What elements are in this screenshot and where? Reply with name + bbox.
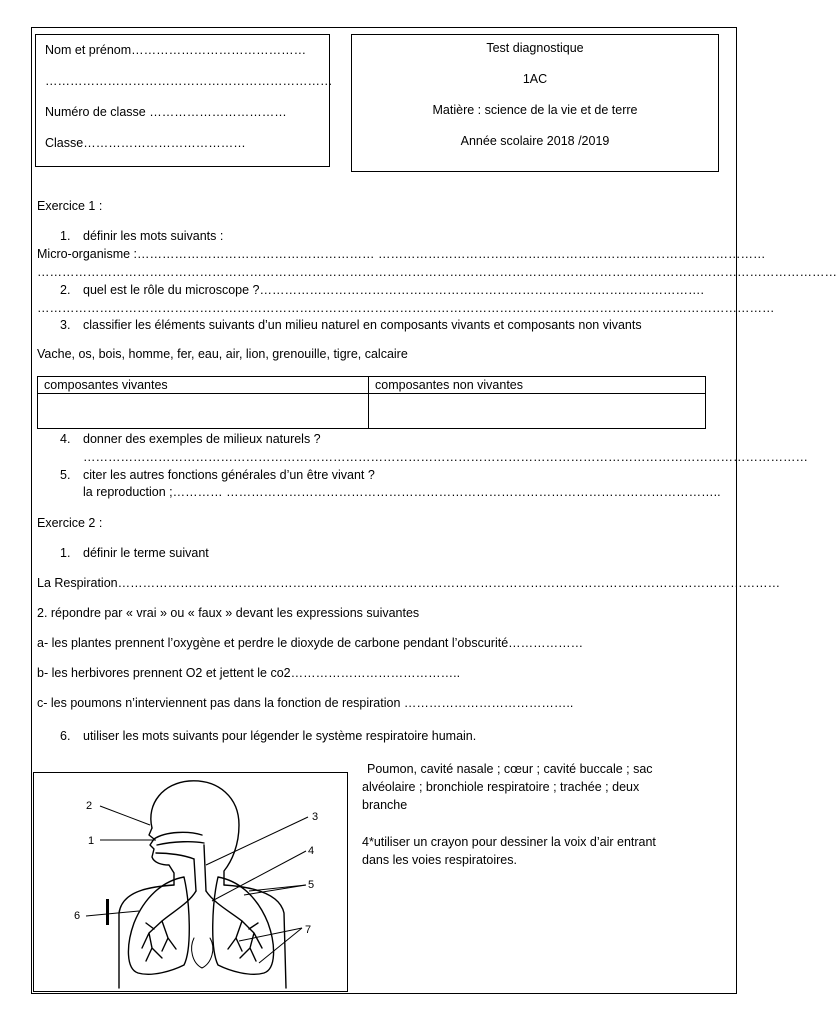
q2-number: 2.	[60, 283, 71, 297]
right-bronchus	[206, 891, 242, 921]
test-level: 1AC	[522, 72, 548, 86]
table-header-nonliving: composantes non vivantes	[369, 377, 706, 394]
q5-text: citer les autres fonctions générales d’un être vivant ?	[83, 468, 375, 482]
label-1: 1	[88, 835, 95, 847]
q2-text[interactable]: quel est le rôle du microscope ?…………………………………………………………………………….……………….	[83, 283, 704, 297]
label-4: 4	[308, 845, 315, 857]
blank-field[interactable]: ……………………………………………………………	[45, 74, 333, 88]
q3-number: 3.	[60, 318, 71, 332]
test-info-box	[351, 34, 719, 172]
student-info-box	[35, 34, 333, 167]
class-field[interactable]: Classe…………………………………	[45, 136, 246, 150]
draw-instruction-line2: dans les voies respiratoires.	[362, 853, 517, 867]
classification-table	[37, 376, 706, 429]
diagram-marker-bar	[106, 899, 109, 925]
exercise2-title: Exercice 2 :	[37, 516, 103, 530]
school-year: Année scolaire 2018 /2019	[460, 134, 610, 148]
q1-answer-line[interactable]: …………………………………………………………………………………………………………………………………………………………………………	[37, 265, 837, 279]
draw-instruction-line1: 4*utiliser un crayon pour dessiner la voix d’air entrant	[362, 835, 656, 849]
true-false-item-a[interactable]: a- les plantes prennent l’oxygène et perdre le dioxyde de carbone pendant l’obscurité………………	[37, 636, 584, 650]
ex2-q6-text: utiliser les mots suivants pour légender le système respiratoire humain.	[83, 729, 477, 743]
left-bronchus	[162, 891, 196, 921]
label-7: 7	[305, 924, 312, 936]
class-number-field[interactable]: Numéro de classe ……………………………	[45, 105, 287, 119]
ex2-q2-text: 2. répondre par « vrai » ou « faux » devant les expressions suivantes	[37, 606, 420, 620]
word-bank-line3: branche	[362, 798, 408, 812]
q5-number: 5.	[60, 468, 71, 482]
test-title: Test diagnostique	[486, 41, 584, 55]
q3-element-list: Vache, os, bois, homme, fer, eau, air, lion, grenouille, tigre, calcaire	[37, 347, 408, 361]
true-false-item-c[interactable]: c- les poumons n’interviennent pas dans la fonction de respiration …………………………………..	[37, 696, 574, 710]
true-false-item-b[interactable]: b- les herbivores prennent O2 et jettent le co2…………………………………..	[37, 666, 461, 680]
q1-term-line[interactable]: Micro-organisme :………………………………………………… …………………………………………………………………………………	[37, 247, 766, 261]
respiration-definition-line[interactable]: La Respiration……………………………………………………………………………………………………………………………………………	[37, 576, 781, 590]
ex2-q1-text: définir le terme suivant	[83, 546, 209, 560]
exercise1-title: Exercice 1 :	[37, 199, 103, 213]
q4-number: 4.	[60, 432, 71, 446]
q4-text: donner des exemples de milieux naturels ?	[83, 432, 321, 446]
q1-number: 1.	[60, 229, 71, 243]
q5-answer-line[interactable]: la reproduction ;………… ………………………………………………………………………………………………………..	[83, 485, 721, 499]
q1-text: définir les mots suivants :	[83, 229, 224, 243]
respiratory-diagram-svg	[34, 773, 347, 991]
label-3: 3	[312, 811, 319, 823]
test-subject: Matière : science de la vie et de terre	[432, 103, 638, 117]
nasal-cavity	[154, 832, 202, 839]
ex2-q1-number: 1.	[60, 546, 71, 560]
q2-answer-line[interactable]: ……………………………………………………………………………………………………………………………………………………………	[37, 301, 775, 315]
table-header-living: composantes vivantes	[38, 377, 369, 394]
label-5: 5	[308, 879, 315, 891]
label-2: 2	[86, 800, 93, 812]
name-field[interactable]: Nom et prénom……………………………………	[45, 43, 307, 57]
word-bank-line2: alvéolaire ; bronchiole respiratoire ; trachée ; deux	[362, 780, 640, 794]
respiratory-system-diagram[interactable]	[33, 772, 348, 992]
trachea	[194, 859, 196, 891]
table-cell-living[interactable]	[38, 394, 369, 429]
q4-answer-line[interactable]: …………………………………………………………………………………………………………………………………………………………	[83, 450, 808, 464]
label-6: 6	[74, 910, 81, 922]
face-profile	[149, 828, 174, 885]
q3-text: classifier les éléments suivants d’un milieu naturel en composants vivants et composants non vivants	[83, 318, 642, 332]
table-cell-nonliving[interactable]	[369, 394, 706, 429]
word-bank-line1: Poumon, cavité nasale ; cœur ; cavité buccale ; sac	[367, 762, 653, 776]
ex2-q6-number: 6.	[60, 729, 71, 743]
